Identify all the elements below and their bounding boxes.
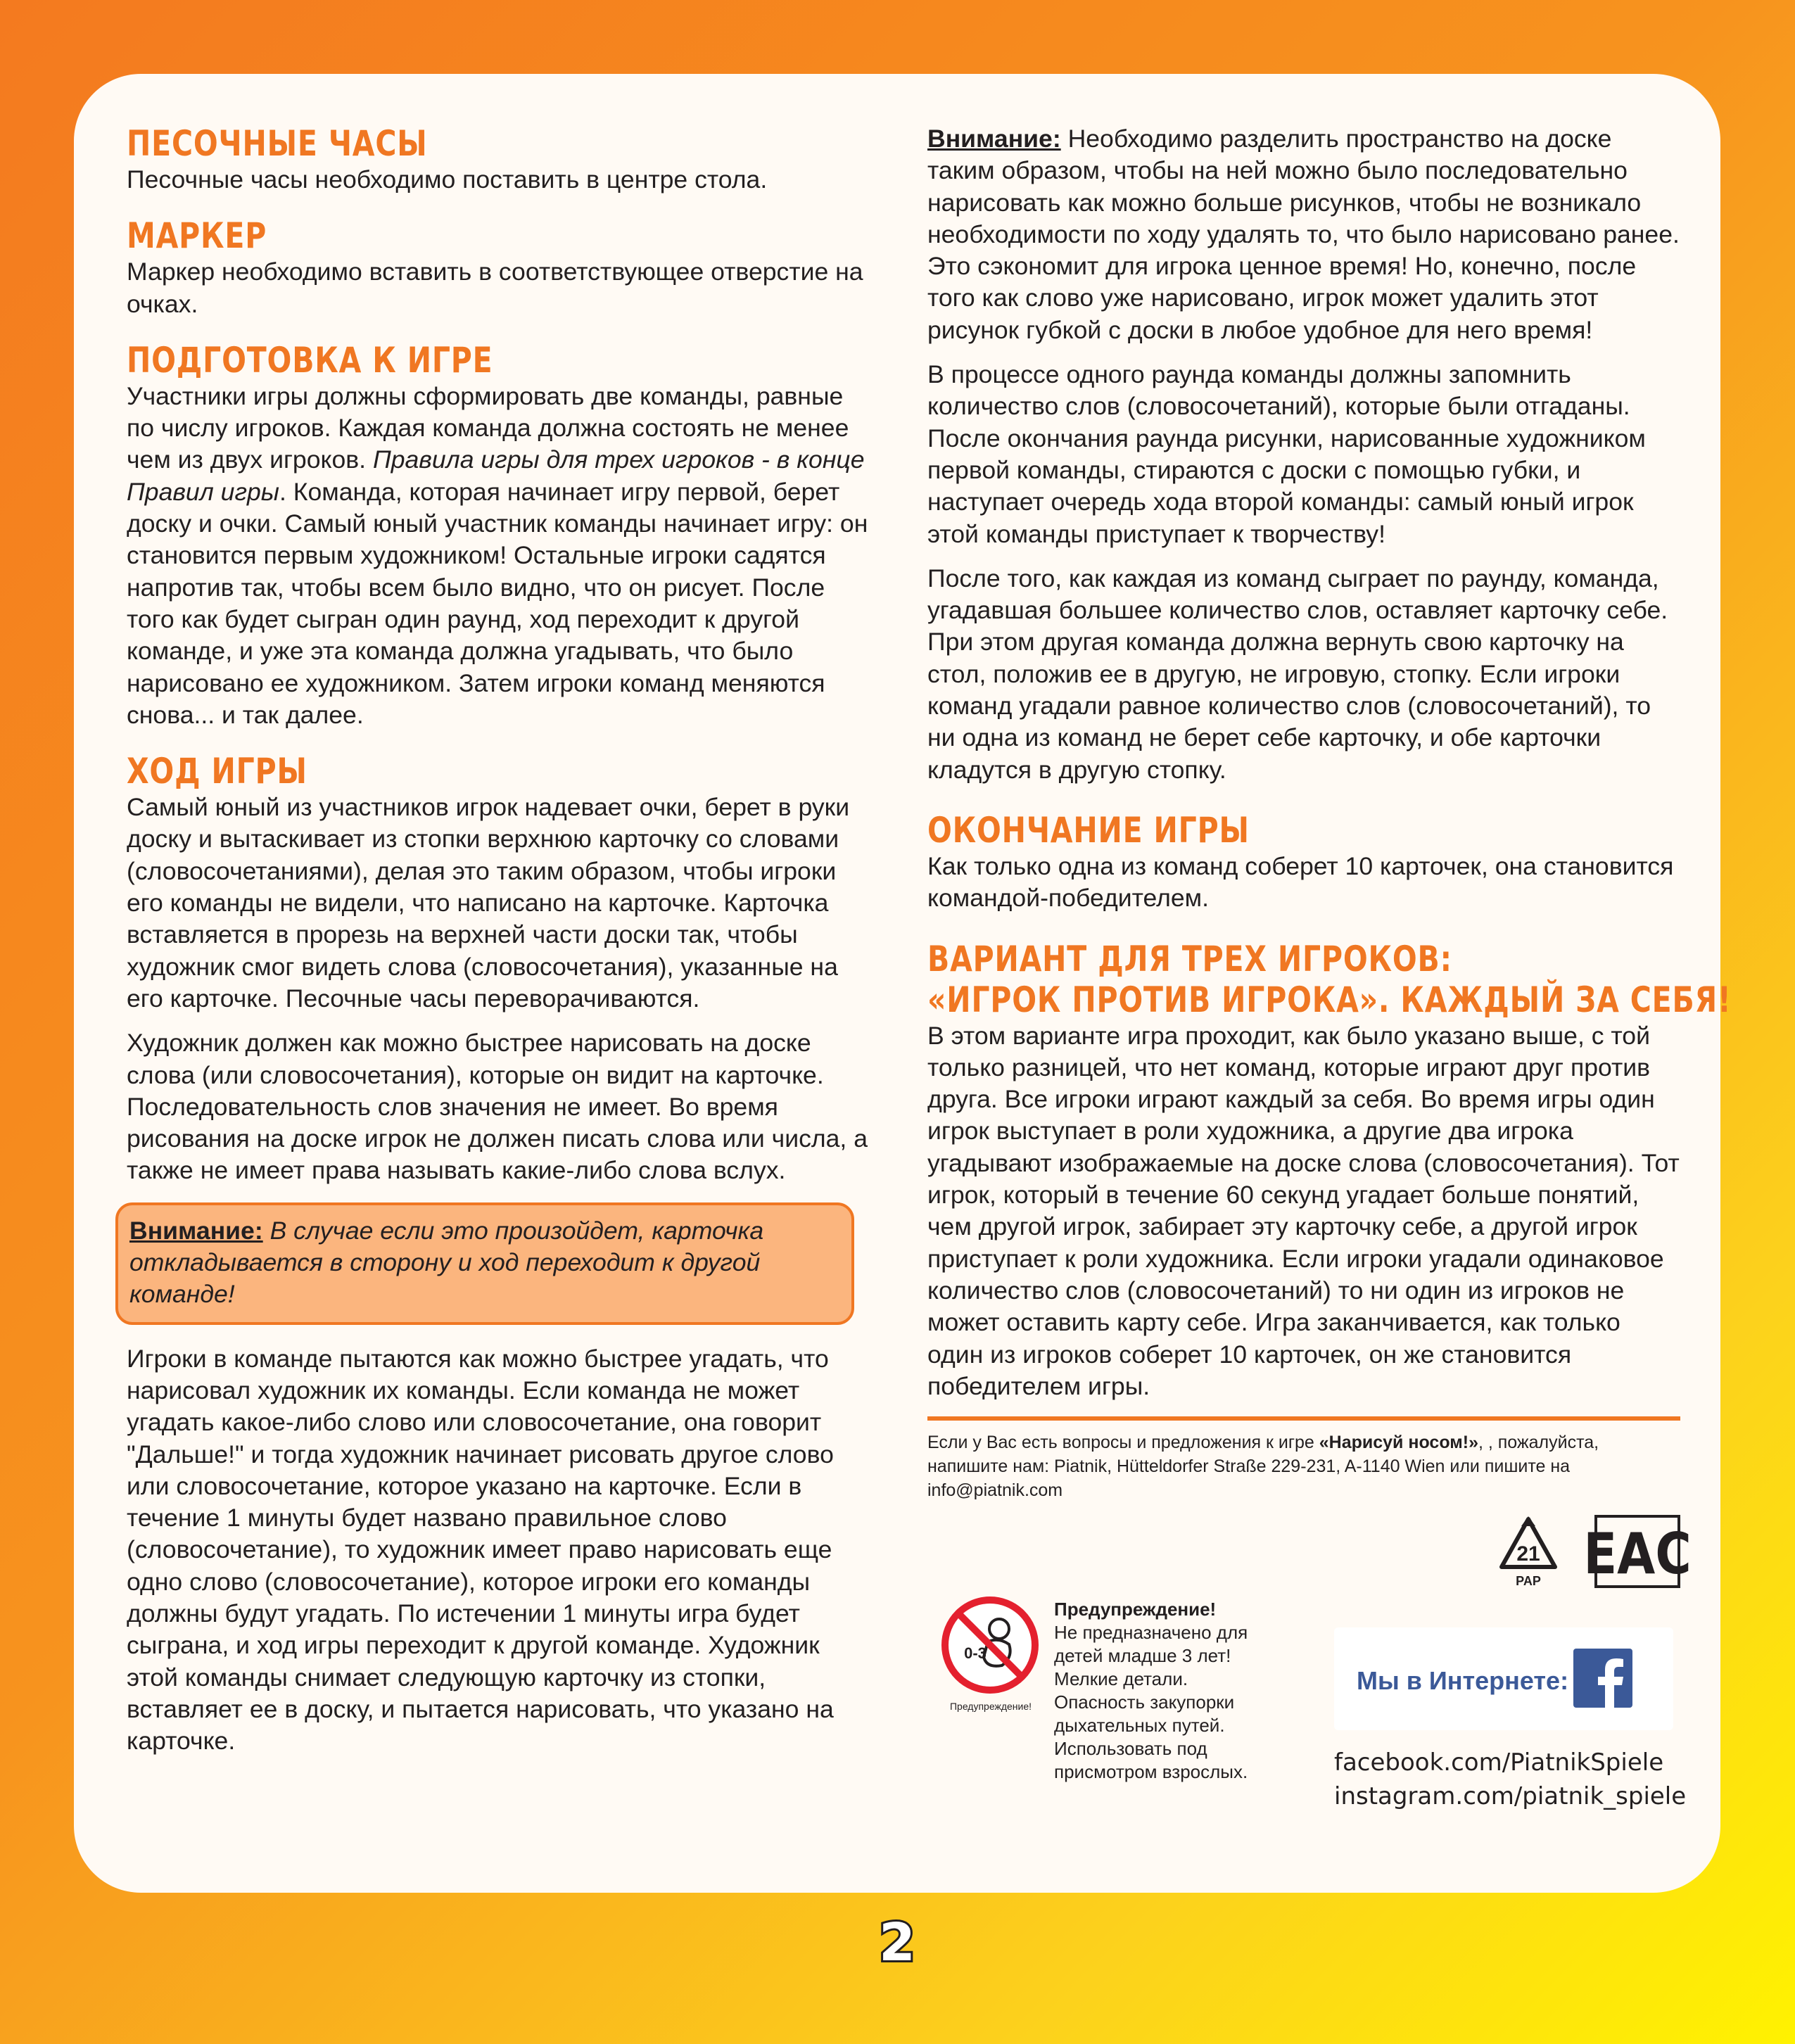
paragraph-variant: В этом варианте игра проходит, как было указано выше, с той только разницей, что нет команд, которые играют друг против друга. Все игроки играют каждый за себя. Во время игры один игрок выступает в роли художника, а другие два игрока угадывают изображаемые на доске слова (словосочетания). Тот игрок, который в течение 60 секунд угадает больше понятий, чем другой игрок, забирает эту карточку себе, а другой игрок приступает к роли художника. Если игроки угадали одинаковое количество слов (словосочетаний) то ни один из игроков не может оставить карту себе. Игра заканчивается, как только один из игроков соберет 10 карточек, он же становится победителем игры. xyxy=(927,1021,1680,1400)
section-title-marker: МАРКЕР xyxy=(127,215,267,257)
warning-icon-caption: Предупреждение! xyxy=(949,1701,1032,1713)
warning-title: Предупреждение! xyxy=(1054,1599,1217,1620)
attention-label: Внимание: xyxy=(129,1216,263,1245)
paragraph-attention xyxy=(927,123,1680,346)
setup-text-italic: Правила игры для трех игроков - в конце Правил игры xyxy=(127,445,865,506)
facebook-icon[interactable] xyxy=(1573,1649,1632,1708)
attention-text-right: Необходимо разделить пространство на доске таким образом, чтобы на ней можно было последовательно нарисовать как можно больше рисунков, чтобы не возникало необходимости по ходу удалять то, что было нарисовано ранее. Это сэкономит для игрока ценное время! Но, конечно, после того как слово уже нарисовано, игрок может удалить этот рисунок губкой с доски в любое удобное для него время! xyxy=(927,125,1680,344)
right-column xyxy=(927,123,1732,1833)
social-links xyxy=(1334,1746,1687,1813)
paragraph-gameplay-2: Художник должен как можно быстрее нарисовать на доске слова (или словосочетания), которые он видит на карточке. Последовательность слов значения не имеет. Во время рисования на доске игрок не должен писать слова или числа, а также не имеет права называть какие-либо слова вслух. xyxy=(127,1029,868,1185)
paragraph-hourglass: Песочные часы необходимо поставить в центре стола. xyxy=(127,165,768,193)
attention-text: В случае если это произойдет, карточка откладывается в сторону и ход переходит к другой команде! xyxy=(129,1216,764,1309)
paragraph-scoring: После того, как каждая из команд сыграет по раунду, команда, угадавшая большее количество слов, оставляет карточку себе. При этом другая команда должна вернуть свою карточку на стол, положив ее в другую, не игровую, стопку. Если игроки команд угадали равное количество слов (словосочетаний), то ни одна из команд не берет себе карточку, и обе карточки кладутся в другую стопку. xyxy=(927,564,1668,784)
paragraph-game-end: Как только одна из команд соберет 10 карточек, она становится командой-победителем. xyxy=(927,851,1674,913)
content-panel xyxy=(74,74,1732,1893)
section-title-hourglass: ПЕСОЧНЫЕ ЧАСЫ xyxy=(127,123,428,164)
recycling-pap-icon xyxy=(1499,1516,1558,1591)
section-title-variant-2: «ИГРОК ПРОТИВ ИГРОКА». КАЖДЫЙ ЗА СЕБЯ! xyxy=(927,979,1732,1020)
page-number xyxy=(876,1912,918,1973)
divider xyxy=(927,1416,1680,1421)
contact-text-b: , , пожалуйста, напишите нам: Piatnik, Hütteldorfer Straße 229-231, A-1140 Wien или пишите на info@piatnik.com xyxy=(927,1433,1599,1501)
page-number-text: 2 xyxy=(879,1912,915,1973)
attention-label-right: Внимание: xyxy=(927,125,1061,153)
age-warning-icon xyxy=(939,1594,1041,1696)
attention-box xyxy=(115,1202,854,1325)
paragraph-gameplay-1: Самый юный из участников игрок надевает очки, берет в руки доску и вытаскивает из стопки верхнюю карточку со словами (словосочетаниями), делая это таким образом, чтобы игроки его команды не видели, что написано на карточке. Карточка вставляется в прорезь на верхней части доски так, чтобы художник смог видеть слова (словосочетания), указанные на его карточке. Песочные часы переворачиваются. xyxy=(127,793,850,1013)
eac-mark-icon xyxy=(1583,1515,1692,1588)
paragraph-gameplay-3: Игроки в команде пытаются как можно быстрее угадать, что нарисовал художник их команды. Если команда не может угадать какое-либо слово или словосочетание, она говорит "Дальше!" и тогда художник начинает рисовать другое слово или словосочетание, которое указано на карточке. Если в течение 1 минуты будет названо правильное слово (словосочетание), то художник имеет право нарисовать еще одно слово (словосочетание), которое игроки его команды должны будут угадать. По истечении 1 минуты игра будет сыграна, и ход игры переходит к другой команде. Художник этой команды снимает следующую карточку из стопки, вставляет ее в доску, и пытается нарисовать, что указано на карточке. xyxy=(127,1344,834,1756)
instagram-link[interactable]: instagram.com/piatnik_spiele xyxy=(1334,1782,1687,1811)
footer-area xyxy=(927,1502,1692,1833)
online-box[interactable] xyxy=(1334,1627,1673,1730)
pap-number: 21 xyxy=(1516,1542,1540,1566)
section-title-game-end: ОКОНЧАНИЕ ИГРЫ xyxy=(927,809,1250,851)
section-title-gameplay: ХОД ИГРЫ xyxy=(127,751,307,792)
setup-text-c: . Команда, которая начинает игру первой, берет доску и очки. Самый юный участник команды начинает игру: он становится первым художником! Остальные игроки садятся напротив так, чтобы всем было видно, что он рисует. После того как будет сыгран один раунд, ход переходит к другой команде, и уже эта команда должна угадывать, что было нарисовано ее художником. Затем игроки команд меняются снова... и так далее. xyxy=(127,477,868,729)
online-label: Мы в Интернете: xyxy=(1357,1666,1569,1696)
contact-game-name: «Нарисуй носом!» xyxy=(1319,1433,1478,1453)
pap-label: PAP xyxy=(1516,1574,1541,1589)
section-title-setup: ПОДГОТОВКА К ИГРЕ xyxy=(127,339,493,381)
attention-box-text xyxy=(129,1215,839,1311)
facebook-link[interactable]: facebook.com/PiatnikSpiele xyxy=(1334,1748,1664,1777)
warning-text xyxy=(1054,1598,1265,1784)
section-title-variant-1: ВАРИАНТ ДЛЯ ТРЕХ ИГРОКОВ: xyxy=(927,938,1452,979)
eac-letters: EAC xyxy=(1583,1521,1692,1587)
contact-info xyxy=(927,1430,1680,1502)
left-column xyxy=(127,123,876,1757)
paragraph-marker: Маркер необходимо вставить в соответствующее отверстие на очках. xyxy=(127,258,863,318)
paragraph-setup xyxy=(127,381,876,731)
contact-text-a: Если у Вас есть вопросы и предложения к игре xyxy=(927,1433,1319,1453)
paragraph-round: В процессе одного раунда команды должны запомнить количество слов (словосочетаний), которые были отгаданы. После окончания раунда рисунки, нарисованные художником первой команды, стираются с доски с помощью губки, и наступает очередь хода второй команды: самый юный игрок этой команды приступает к творчеству! xyxy=(927,360,1646,548)
setup-text-a: Участники игры должны сформировать две команды, равные по числу игроков. Каждая команда должна состоять не менее чем из двух игроков. xyxy=(127,381,849,474)
age-label: 0-3 xyxy=(964,1644,987,1663)
warning-body: Не предназначено для детей младше 3 лет! Мелкие детали. Опасность закупорки дыхательных путей. Использовать под присмотром взрослых. xyxy=(1054,1622,1248,1783)
